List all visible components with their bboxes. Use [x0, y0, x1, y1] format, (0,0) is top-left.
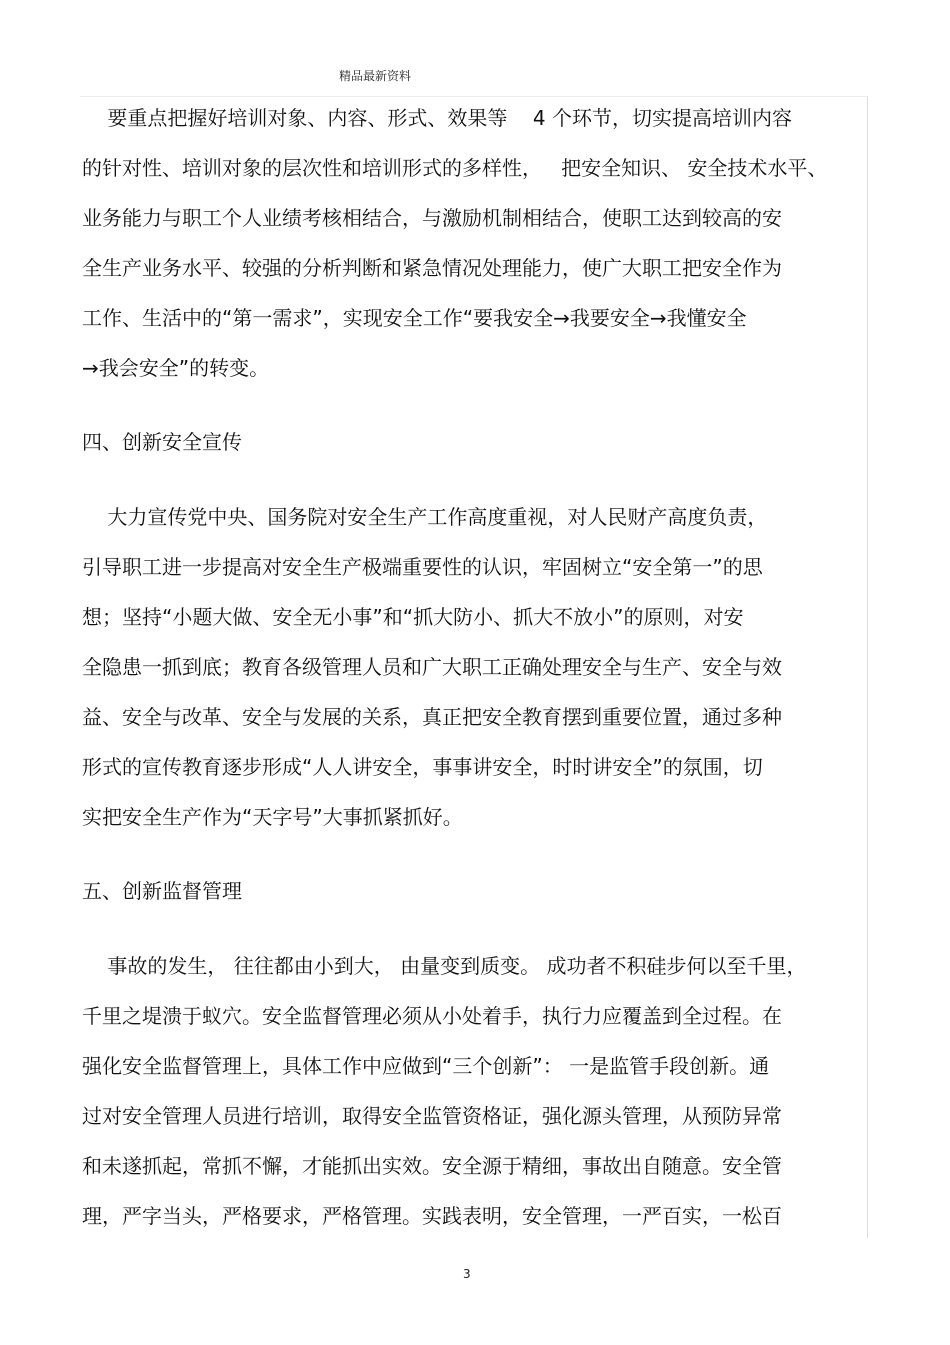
text-line: 事故的发生， 往往都由小到大， 由量变到质变。 成功者不积硅步何以至千里， [82, 954, 807, 978]
page-right-border [867, 96, 868, 1238]
text-line: →我会安全”的转变。 [82, 356, 270, 380]
text-line: 实把安全生产作为“天字号”大事抓紧抓好。 [82, 805, 463, 829]
text-line: 过对安全管理人员进行培训，取得安全监管资格证，强化源头管理，从预防异常 [82, 1104, 782, 1128]
text-line: 千里之堤溃于蚁穴。安全监督管理必须从小处着手，执行力应覆盖到全过程。在 [82, 1004, 782, 1028]
text-line: 引导职工进一步提高对安全生产极端重要性的认识，牢固树立“安全第一”的思 [82, 555, 763, 579]
text-line: 的针对性、培训对象的层次性和培训形式的多样性， 把安全知识、 安全技术水平、 [82, 156, 828, 180]
text-line: 理，严字当头，严格要求，严格管理。实践表明，安全管理，一严百实，一松百 [82, 1204, 782, 1228]
header-label: 精品最新资料 [339, 69, 412, 83]
text-line: 益、安全与改革、安全与发展的关系，真正把安全教育摆到重要位置，通过多种 [82, 705, 782, 729]
page-number: 3 [463, 1267, 471, 1281]
section-heading: 四、创新安全宣传 [82, 430, 242, 454]
text-line: 大力宣传党中央、国务院对安全生产工作高度重视，对人民财产高度负责， [82, 505, 768, 529]
text-line: 形式的宣传教育逐步形成“人人讲安全，事事讲安全，时时讲安全”的氛围，切 [82, 755, 763, 779]
text-line: 工作、生活中的“第一需求”，实现安全工作“要我安全→我要安全→我懂安全 [82, 306, 747, 330]
text-line: 想；坚持“小题大做、安全无小事”和“抓大防小、抓大不放小”的原则，对安 [82, 605, 744, 629]
text-line: 强化安全监督管理上，具体工作中应做到“三个创新”： 一是监管手段创新。通 [82, 1054, 770, 1078]
text-line: 全隐患一抓到底；教育各级管理人员和广大职工正确处理安全与生产、安全与效 [82, 655, 782, 679]
text-line: 和未遂抓起，常抓不懈，才能抓出实效。安全源于精细，事故出自随意。安全管 [82, 1154, 782, 1178]
section-heading: 五、创新监督管理 [82, 879, 242, 903]
text-line: 业务能力与职工个人业绩考核相结合，与激励机制相结合，使职工达到较高的安 [82, 206, 782, 230]
text-line: 要重点把握好培训对象、内容、形式、效果等 4 个环节，切实提高培训内容 [82, 106, 792, 130]
page-top-border [80, 96, 868, 97]
text-line: 全生产业务水平、较强的分析判断和紧急情况处理能力，使广大职工把安全作为 [82, 256, 782, 280]
